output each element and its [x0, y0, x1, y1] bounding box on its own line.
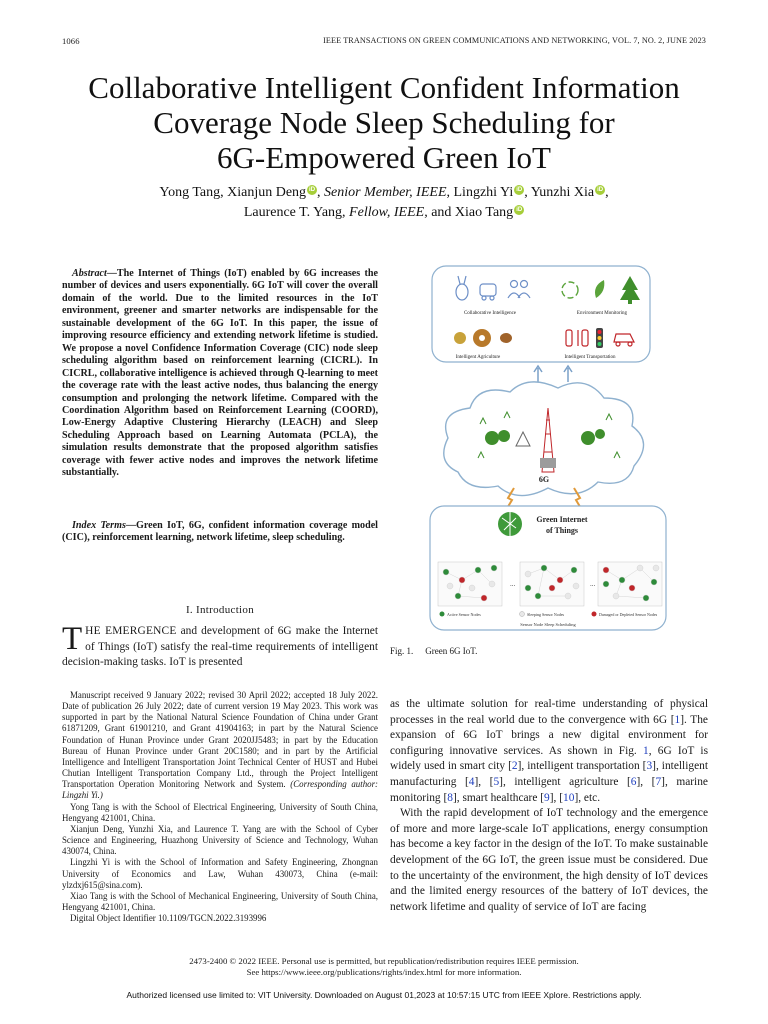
legend-damaged: Damaged or Depleted Sensor Nodes	[599, 612, 658, 617]
citation-link[interactable]: 6	[630, 775, 637, 788]
ellipsis: ...	[510, 580, 516, 588]
intro-paragraph: THE EMERGENCE and development of 6G make the Internet of Things (IoT) satisfy the real-time requirements of intelligent decision-making tasks. IoT is presented	[62, 621, 378, 669]
legend-active: Active Sensor Nodes	[447, 612, 481, 617]
label-env: Environment Monitoring	[576, 311, 628, 316]
footnote-affiliation: Xiao Tang is with the School of Mechanical Engineering, University of South China, Hengyang 421001, China.	[62, 890, 378, 912]
globe-icon	[498, 512, 522, 536]
footnotes	[62, 690, 378, 924]
citation-link[interactable]: 3	[646, 760, 653, 773]
wheat-icon	[454, 332, 466, 344]
base-station	[540, 458, 556, 468]
figure-caption-number: Fig. 1.	[390, 646, 414, 656]
sensor-cluster	[520, 562, 584, 606]
citation-link[interactable]: 5	[493, 775, 500, 788]
abstract: Abstract—The Internet of Things (IoT) enabled by 6G increases the number of devices and users exponentially. 6G IoT will cover the overall domain of the world. Due to the limited resources in the IoT environment, greener and smarter networks are indispensable for the sustainable development of the 6G IoT. In this paper, the issue of improving resource efficiency and extending network lifetime is studied. We propose a novel Confidence Information Coverage (CIC) node sleep scheduling algorithm based on reinforcement learning (CICRL). In CICRL, collaborative intelligence is achieved through Q-learning to meet the coverage rate with the least active nodes, thus balancing the energy consumption and prolonging the network lifetime. Compared with the Coordination Algorithm based on Reinforcement Learning (COORD), Low-Energy Adaptive Clustering Hierarchy (LEACH) and Sleep Scheduling Approach based on Learning Automata (PCLA), the simulation results demonstrate that the proposed algorithm satisfies coverage with fewer active nodes and improves the network lifetime substantially.	[62, 268, 378, 479]
footnote-affiliation: Xianjun Deng, Yunzhi Xia, and Laurence T. Yang are with the School of Cyber Science and Engineering, Huazhong University of Science and Technology, Wuhan 430074, China.	[62, 823, 378, 857]
copyright-notice: 2473-2400 © 2022 IEEE. Personal use is permitted, but republication/redistribution requires IEEE permission. See https://www.ieee.org/publications/rights/index.html for more information.	[189, 956, 579, 977]
section-heading: I. Introduction	[185, 604, 255, 616]
ellipsis: ...	[590, 580, 596, 588]
page-number: 1066	[62, 36, 80, 46]
body-paragraph: With the rapid development of IoT technology and the emergence of more and more large-scale IoT applications, energy consumption has become a key factor in the design of the IoT. To make sustainable development of the 6G IoT, the green issue must be considered. Due to the uncertainty of the environment, the high density of IoT devices and the limited energy resources of the battery of IoT devices, the network lifetime and quality of service of IoT are facing	[390, 807, 708, 913]
footnote-affiliation: Lingzhi Yi is with the School of Information and Safety Engineering, Zhongnan University of Economics and Law, Wuhan 430073, China (e-mail: ylzdxj615@sina.com).	[62, 857, 378, 890]
author-grade: Senior Member, IEEE	[324, 185, 447, 200]
author-text: Yong Tang, Xianjun Deng	[159, 185, 307, 200]
legend-swatch-damaged	[592, 612, 597, 617]
title-line: Collaborative Intelligent Confident Information	[88, 70, 680, 105]
label-scheduling: Sensor Node Sleep Scheduling	[520, 622, 576, 627]
title-line: 6G-Empowered Green IoT	[217, 140, 551, 175]
author-grade: Fellow, IEEE	[349, 205, 425, 220]
journal-header: IEEE TRANSACTIONS ON GREEN COMMUNICATIONS AND NETWORKING, VOL. 7, NO. 2, JUNE 2023	[323, 36, 706, 45]
citation-link[interactable]: 10	[563, 791, 575, 804]
author-text: , and Xiao Tang	[424, 205, 514, 220]
orcid-icon[interactable]: iD	[516, 207, 523, 213]
legend-swatch-active	[440, 612, 445, 617]
label-green-2: of Things	[545, 526, 579, 535]
footnote-doi: Digital Object Identifier 10.1109/TGCN.2022.3193996	[70, 913, 267, 924]
figure-link[interactable]: 1	[643, 744, 649, 757]
citation-link[interactable]: 7	[655, 775, 662, 788]
title-line: Coverage Node Sleep Scheduling for	[153, 105, 615, 140]
label-green-1: Green Internet	[536, 515, 588, 524]
sensor-cluster	[438, 562, 502, 606]
legend-swatch-sleep	[520, 612, 525, 617]
author-list: Yong Tang, Xianjun Deng iD , Senior Member, IEEE, Lingzhi Yi iD , Yunzhi Xia iD , Laurence T. Yang, Fellow, IEEE, and Xiao Tang iD	[159, 185, 609, 220]
body-paragraph: as the ultimate solution for real-time understanding of physical processes in the real world due to the convergence with 6G [1]. The expansion of 6G IoT brings a new digital environment for configuring innovative services. As shown in Fig. 1, 6G IoT is widely used in smart city [2], intelligent transportation [3], intelligent manufacturing [4], [5], intelligent agriculture [6], [7], marine monitoring [8], smart healthcare [9], [10], etc.	[390, 698, 708, 804]
index-terms: Index Terms—Green IoT, 6G, confident information coverage model (CIC), reinforcement learning, network lifetime, sleep scheduling.	[62, 520, 378, 544]
figure-graphic	[418, 262, 680, 634]
author-text: Laurence T. Yang,	[243, 205, 350, 220]
right-column-text	[390, 697, 708, 915]
figure-1	[418, 262, 680, 634]
label-collab: Collaborative Intelligence	[463, 311, 517, 316]
citation-link[interactable]: 9	[544, 791, 550, 804]
citation-link[interactable]: 2	[511, 760, 518, 773]
author-text: , Lingzhi Yi	[446, 185, 514, 200]
index-terms-text: Green IoT, 6G, confident information coverage model (CIC), reinforcement learning, network lifetime, sleep scheduling.	[62, 520, 378, 544]
traffic-light-icon	[596, 328, 603, 348]
orcid-icon[interactable]: iD	[516, 187, 523, 193]
up-arrow-icon	[534, 366, 572, 382]
license-banner: Authorized licensed use limited to: VIT University. Downloaded on August 01,2023 at 10:57:15 UTC from IEEE Xplore. Restrictions apply.	[126, 990, 642, 1000]
citation-link[interactable]: 4	[468, 775, 475, 788]
citation-link[interactable]: 8	[447, 791, 453, 804]
index-terms-label: Index Terms	[72, 520, 126, 531]
abstract-label: Abstract	[72, 268, 107, 279]
citation-link[interactable]: 1	[674, 713, 681, 726]
label-transport: Intelligent Transportation	[564, 355, 616, 360]
plant-icon	[500, 333, 512, 343]
label-agri: Intelligent Agriculture	[455, 355, 501, 360]
paper-title	[40, 70, 728, 175]
orcid-icon[interactable]: iD	[597, 187, 604, 193]
abstract-text: The Internet of Things (IoT) enabled by 6G increases the number of devices and users exponentially. 6G IoT will cover the overall domain of the world. Due to the limited resources in the IoT environment, greener and smarter networks are indispensable for the sustainable development of the 6G IoT. In this paper, the issue of improving resource efficiency and extending network lifetime is studied. We propose a novel Confidence Information Coverage (CIC) node sleep scheduling algorithm based on reinforcement learning (CICRL). In CICRL, collaborative intelligence is achieved through Q-learning to meet the coverage rate with the least active nodes, thus balancing the energy consumption and prolonging the network lifetime. Compared with the Coordination Algorithm based on Reinforcement Learning (COORD), Low-Energy Adaptive Clustering Hierarchy (LEACH) and Sleep Scheduling Approach based on Learning Automata (PCLA), the simulation results demonstrate that the proposed algorithm satisfies coverage with fewer active nodes and improves the network lifetime substantially.	[62, 268, 378, 479]
drop-cap: T	[62, 621, 83, 657]
sensor-cluster	[598, 562, 662, 606]
author-text: , Yunzhi Xia	[524, 185, 595, 200]
orcid-icon[interactable]: iD	[309, 187, 316, 193]
figure-caption-text: Green 6G IoT.	[425, 646, 478, 656]
figure-caption	[390, 646, 477, 656]
label-6g: 6G	[538, 475, 550, 484]
footnote-affiliation: Yong Tang is with the School of Electrical Engineering, University of South China, Hengyang 421001, China.	[62, 801, 378, 823]
footnote-manuscript: Manuscript received 9 January 2022; revised 30 April 2022; accepted 18 July 2022. Date of publication 26 July 2022; date of current version 19 May 2023. This work was supported in part by the National Natural Science Foundation of China under Grant 61871209, Grant 61901210, and Grant 41904163; in part by the Natural Science Foundation of Hunan Province under Grant 2020JJ5483; in part by the Education Bureau of Hunan Province under Grant 20C1580; and in part by the Artificial Intelligence and Intelligent Transportation Joint Technical Center of HUST and Hubei Chutian Intelligent Transportation Company Ltd., through the Project Intelligent Transportation Operation Monitoring Network and System. (Corresponding author: Lingzhi Yi.)	[62, 690, 378, 801]
legend-sleep: Sleeping Sensor Nodes	[527, 612, 565, 617]
tractor-icon	[473, 329, 491, 347]
